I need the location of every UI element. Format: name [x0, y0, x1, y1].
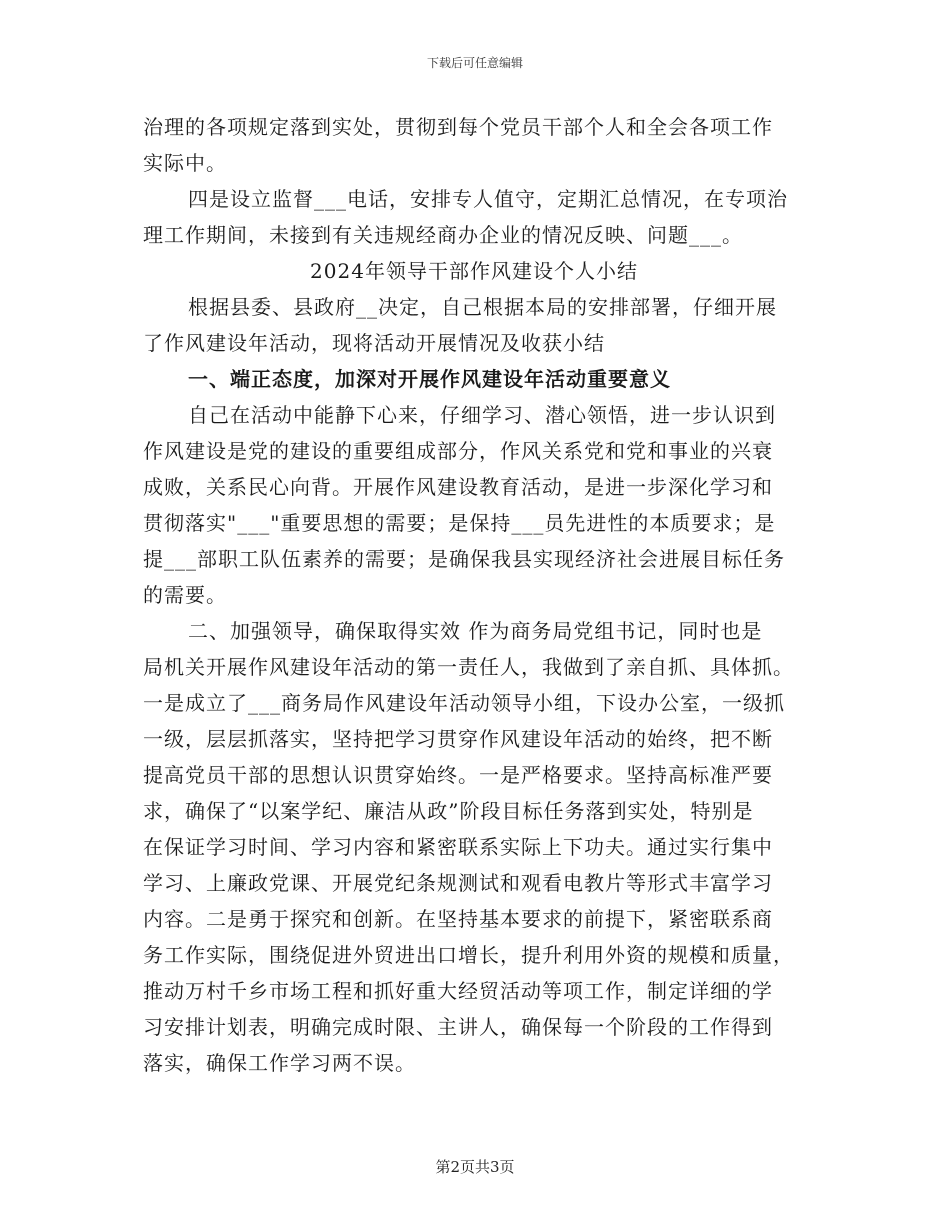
page-header-note: 下载后可任意编辑 [426, 56, 523, 70]
text-line: 求，确保了“以案学纪、廉洁从政”阶段目标任务落到实处，特别是 [143, 799, 754, 823]
text-line: 推动万村千乡市场工程和抓好重大经贸活动等项工作，制定详细的学 [143, 979, 773, 1003]
text-line: 实际中。 [143, 151, 227, 175]
text-line: 贯彻落实"___"重要思想的需要；是保持___员先进性的本质要求；是 [143, 511, 776, 535]
text-line: 作风建设是党的建设的重要组成部分，作风关系党和党和事业的兴衰 [143, 439, 773, 463]
text-line: 根据县委、县政府__决定，自己根据本局的安排部署，仔细开展 [188, 295, 777, 319]
text-line: 自己在活动中能静下心来，仔细学习、潜心领悟，进一步认识到 [188, 403, 776, 427]
text-line: 二、加强领导，确保取得实效 作为商务局党组书记，同时也是 [188, 619, 763, 643]
text-line: 务工作实际，围绕促进外贸进出口增长，提升利用外资的规模和质量， [143, 943, 794, 967]
text-line: 落实，确保工作学习两不误。 [143, 1051, 416, 1075]
text-line: 治理的各项规定落到实处，贯彻到每个党员干部个人和全会各项工作 [143, 115, 773, 139]
text-line: 一级，层层抓落实，坚持把学习贯穿作风建设年活动的始终，把不断 [143, 727, 773, 751]
text-line: 内容。二是勇于探究和创新。在坚持基本要求的前提下，紧密联系商 [143, 907, 773, 931]
text-line: 提___部职工队伍素养的需要；是确保我县实现经济社会进展目标任务 [143, 547, 785, 571]
text-line: 局机关开展作风建设年活动的第一责任人，我做到了亲自抓、具体抓。 [143, 655, 794, 679]
text-line: 了作风建设年活动，现将活动开展情况及收获小结 [143, 331, 605, 355]
text-line: 的需要。 [143, 583, 227, 607]
text-line: 在保证学习时间、学习内容和紧密联系实际上下功夫。通过实行集中 [143, 835, 773, 859]
document-title: 2024年领导干部作风建设个人小结 [310, 259, 638, 283]
text-line: 一是成立了___商务局作风建设年活动领导小组，下设办公室，一级抓 [143, 691, 785, 715]
text-line: 成败，关系民心向背。开展作风建设教育活动，是进一步深化学习和 [143, 475, 773, 499]
text-line: 习安排计划表，明确完成时限、主讲人，确保每一个阶段的工作得到 [143, 1015, 773, 1039]
text-line: 四是设立监督___电话，安排专人值守，定期汇总情况，在专项治 [188, 187, 788, 211]
section-heading: 一、端正态度，加深对开展作风建设年活动重要意义 [188, 367, 671, 391]
text-line: 提高党员干部的思想认识贯穿始终。一是严格要求。坚持高标准严要 [143, 763, 773, 787]
page-footer: 第2页共3页 [435, 1158, 515, 1176]
text-line: 学习、上廉政党课、开展党纪条规测试和观看电教片等形式丰富学习 [143, 871, 773, 895]
text-line: 理工作期间，未接到有关违规经商办企业的情况反映、问题___。 [143, 223, 743, 247]
document-body [143, 109, 805, 1081]
